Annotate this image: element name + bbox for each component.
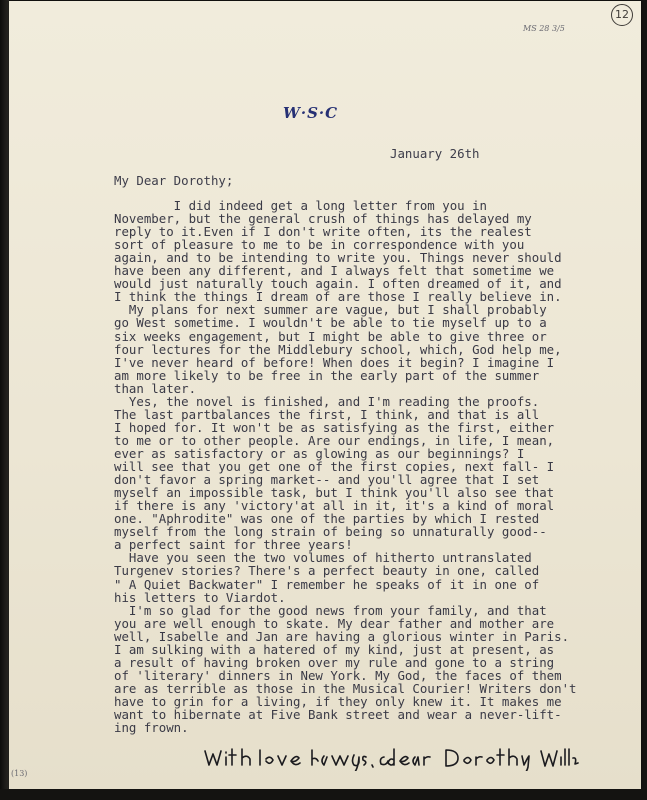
letter-line: would just naturally touch again. I often dreamed of it, and <box>114 276 562 292</box>
scan-left-edge <box>0 0 9 800</box>
letter-salutation: My Dear Dorothy; <box>114 173 234 188</box>
letterhead-monogram: W·S·C <box>283 104 339 122</box>
letter-line: Yes, the novel is finished, and I'm reading the proofs. <box>114 393 540 409</box>
letter-line: his letters to Viardot. <box>114 589 286 605</box>
letter-line: I think the things I dream of are those I really believe in. <box>114 289 562 305</box>
letter-line: The last partbalances the first, I think, and that is all <box>114 406 540 422</box>
letter-line: November, but the general crush of things has delayed my <box>114 211 532 227</box>
letter-line: you are well enough to skate. My dear father and mother are <box>114 615 555 631</box>
letter-line: " A Quiet Backwater" I remember he speaks of it in one of <box>114 576 540 592</box>
letter-line: go West sometime. I wouldn't be able to tie myself up to a <box>114 315 547 331</box>
letter-line: than later. <box>114 380 197 396</box>
folio-number: 12 <box>611 4 633 26</box>
letter-line: My plans for next summer are vague, but I shall probably <box>114 302 547 318</box>
letter-line: will see that you get one of the first copies, next fall- I <box>114 459 555 474</box>
letter-line: again, and to be intending to write you. Things never should <box>114 250 562 266</box>
letter-line: I am sulking with a hatered of my kind, just at present, as <box>114 641 555 657</box>
letter-line: Have you seen the two volumes of hitherto untranslated <box>114 550 532 566</box>
letter-line: want to hibernate at Five Bank street and wear a never-lift- <box>114 707 562 722</box>
letter-line: ing frown. <box>114 720 189 735</box>
catalog-note: MS 28 3/5 <box>523 24 565 33</box>
archival-mark: (13) <box>11 769 28 778</box>
letter-line: myself from the long strain of being so unnaturally good-- <box>114 524 547 540</box>
letter-line: have been any different, and I always felt that sometime we <box>114 263 555 279</box>
letter-line: to me or to other people. Are our endings, in life, I mean, <box>114 432 555 448</box>
letter-line: myself an impossible task, but I think you'll also see that <box>114 485 555 501</box>
letter-line: I'm so glad for the good news from your family, and that <box>114 602 547 618</box>
letter-line: four lectures for the Middlebury school, which, God help me, <box>114 341 562 357</box>
letter-date: January 26th <box>390 146 480 161</box>
letter-line: I hoped for. It won't be as satisfying as the first, either <box>114 419 555 435</box>
letter-line: a result of having broken over my rule and gone to a string <box>114 654 555 670</box>
letter-line: if there is any 'victory'at all in it, it's a kind of moral <box>114 498 555 514</box>
letter-line: well, Isabelle and Jan are having a glorious winter in Paris. <box>114 628 570 644</box>
letter-line: of 'literary' dinners in New York. My God, the faces of them <box>114 667 562 683</box>
letter-line: Turgenev stories? There's a perfect beauty in one, called <box>114 563 540 579</box>
letter-line: are as terrible as those in the Musical Courier! Writers don't <box>114 680 577 696</box>
handwritten-closing <box>200 745 580 771</box>
letter-line: I did indeed get a long letter from you in <box>114 198 487 213</box>
letter-line: a perfect saint for three years! <box>114 537 353 553</box>
letter-line: am more likely to be free in the early part of the summer <box>114 367 540 383</box>
letter-line: don't favor a spring market-- and you'll agree that I set <box>114 472 540 488</box>
letter-line: six weeks engagement, but I might be able to give three or <box>114 328 547 344</box>
letter-line: have to grin for a living, if they only knew it. It makes me <box>114 693 562 709</box>
letter-line: I've never heard of before! When does it begin? I imagine I <box>114 354 555 370</box>
letter-line: ever as satisfactory or as glowing as our beginnings? I <box>114 446 525 461</box>
scan-bottom-edge <box>0 789 647 800</box>
letter-line: reply to it.Even if I don't write often, its the realest <box>114 224 532 240</box>
letter-line: one. "Aphrodite" was one of the parties by which I rested <box>114 511 540 527</box>
letter-line: sort of pleasure to me to be in correspondence with you <box>114 237 525 253</box>
handwritten-closing-strokes <box>205 749 578 771</box>
